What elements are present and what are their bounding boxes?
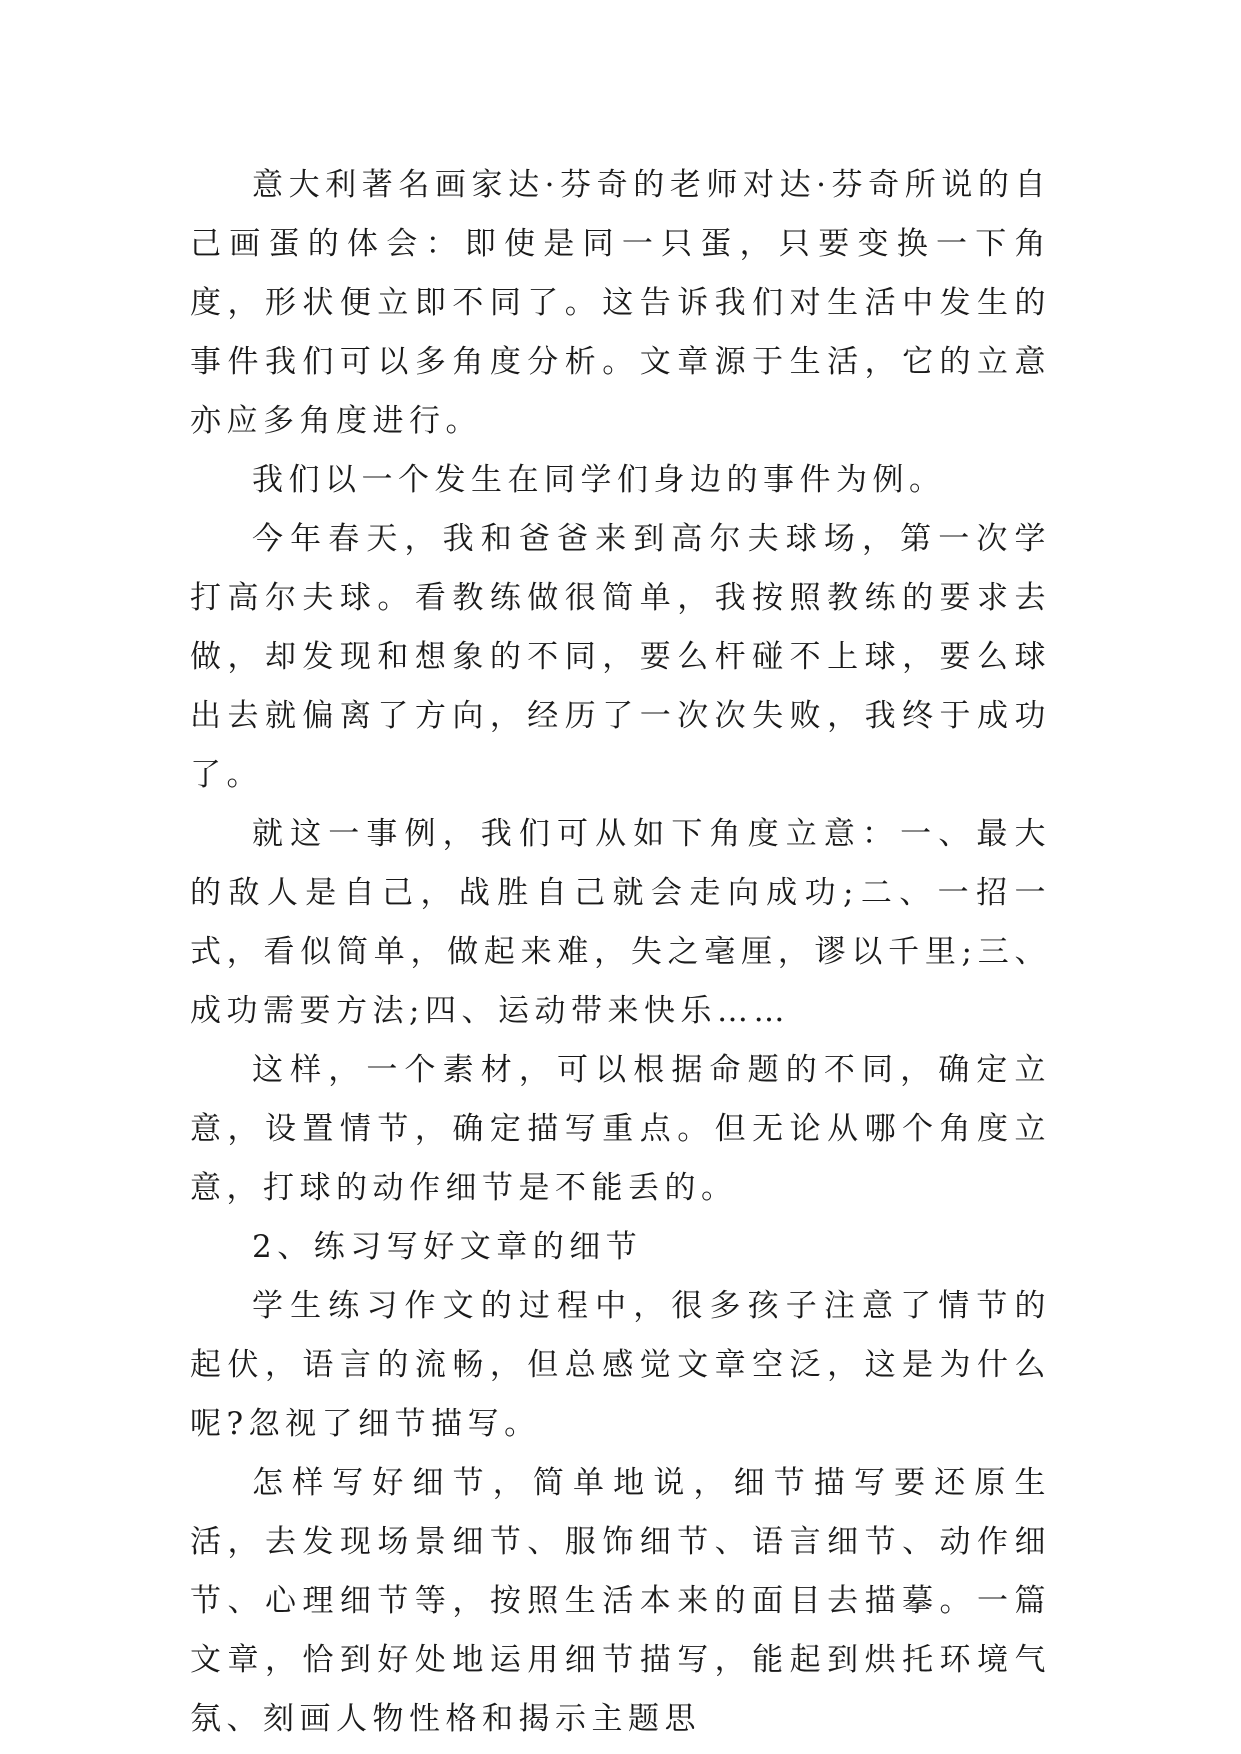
section-heading-details: 2、练习写好文章的细节	[252, 1229, 643, 1265]
paragraph-material-summary: 这样，一个素材，可以根据命题的不同，确定立意，设置情节，确定描写重点。但无论从哪个角度立意，打球的动作细节是不能丢的。	[190, 1052, 1051, 1206]
paragraph-student-problem: 学生练习作文的过程中，很多孩子注意了情节的起伏，语言的流畅，但总感觉文章空泛，这是为什么呢?忽视了细节描写。	[190, 1288, 1051, 1442]
document-body	[190, 156, 1051, 1749]
paragraph-example-intro: 我们以一个发生在同学们身边的事件为例。	[252, 462, 946, 498]
paragraph-davinci-egg: 意大利著名画家达·芬奇的老师对达·芬奇所说的自己画蛋的体会：即使是同一只蛋，只要变换一下角度，形状便立即不同了。这告诉我们对生活中发生的事件我们可以多角度分析。文章源于生活，它的立意亦应多角度进行。	[190, 167, 1051, 439]
paragraph-angles-list: 就这一事例，我们可从如下角度立意：一、最大的敌人是自己，战胜自己就会走向成功;二、一招一式，看似简单，做起来难，失之毫厘，谬以千里;三、成功需要方法;四、运动带来快乐……	[190, 816, 1051, 1029]
paragraph-golf-story: 今年春天，我和爸爸来到高尔夫球场，第一次学打高尔夫球。看教练做很简单，我按照教练的要求去做，却发现和想象的不同，要么杆碰不上球，要么球出去就偏离了方向，经历了一次次失败，我终于成功了。	[190, 521, 1051, 793]
paragraph-how-to-write-details: 怎样写好细节，简单地说，细节描写要还原生活，去发现场景细节、服饰细节、语言细节、动作细节、心理细节等，按照生活本来的面目去描摹。一篇文章，恰到好处地运用细节描写，能起到烘托环境气氛、刻画人物性格和揭示主题思	[190, 1465, 1051, 1737]
